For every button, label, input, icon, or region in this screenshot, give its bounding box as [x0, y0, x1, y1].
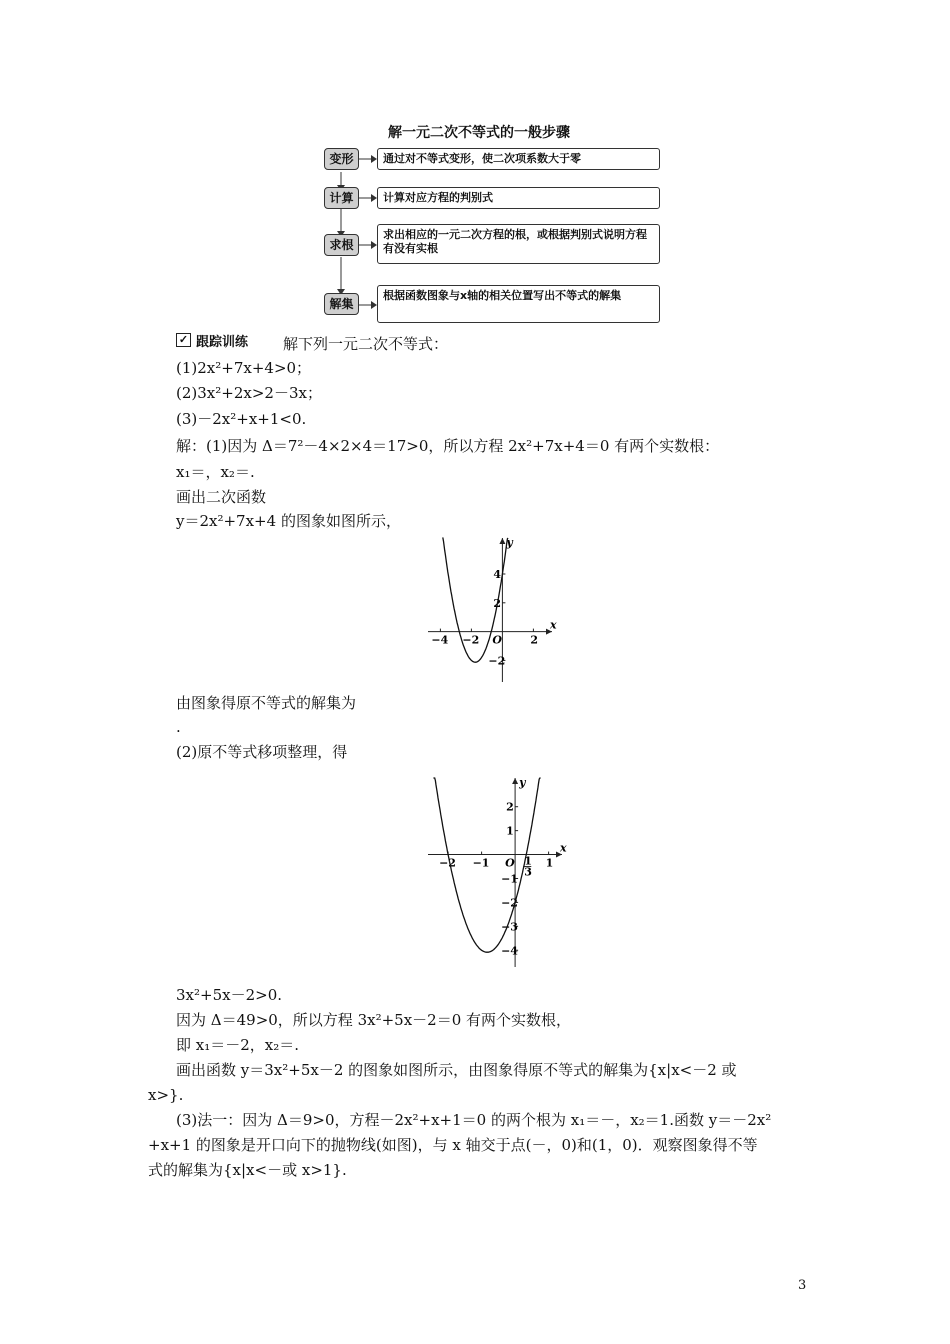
y-tick-label: 2 [493, 596, 502, 610]
origin-label: O [505, 856, 515, 870]
solution-line-4: y＝2x²+7x+4 的图象如图所示， [176, 512, 401, 530]
practice-heading: 跟踪训练 [196, 335, 249, 350]
solution-line-2: x₁＝，x₂＝. [176, 463, 255, 481]
parabola-graph-1 [420, 530, 560, 690]
problem-2: (2)3x²+2x>2－3x； [176, 384, 322, 402]
y-axis-arrow [499, 538, 505, 544]
step-text-transform: 通过对不等式变形，使二次项系数大于零 [377, 148, 660, 170]
step-text-solution: 根据函数图象与x轴的相关位置写出不等式的解集 [377, 285, 660, 323]
y-tick-label: 4 [493, 568, 502, 581]
step-label-transform: 变形 [324, 148, 359, 170]
y-tick-label: −1 [501, 872, 518, 886]
solution-line-13: (3)法一：因为 Δ＝9>0，方程－2x²+x+1＝0 的两个根为 x₁＝－，x₂＝1.函数 y＝－2x² [176, 1111, 772, 1129]
step-label-solution: 解集 [324, 293, 359, 315]
solution-line-8: 3x²+5x－2>0. [176, 986, 283, 1004]
solution-line-9: 因为 Δ＝49>0，所以方程 3x²+5x－2＝0 有两个实数根， [176, 1011, 572, 1029]
y-axis-label: y [506, 536, 513, 549]
origin-label: O [492, 633, 502, 647]
x-tick-label: −2 [439, 856, 456, 870]
practice-prompt: 解下列一元二次不等式： [283, 335, 449, 353]
step-label-compute: 计算 [324, 187, 359, 209]
solution-line-14: +x+1 的图象是开口向下的抛物线(如图)，与 x 轴交于点(－，0)和(1，0)．观察图象得不等 [148, 1136, 758, 1154]
solution-line-6: . [176, 718, 181, 736]
x-tick-label: −4 [431, 633, 449, 647]
y-tick-label: −4 [501, 944, 518, 958]
solution-line-12: x>}. [148, 1086, 184, 1104]
y-tick-label: 2 [506, 800, 514, 814]
y-axis-label: y [519, 776, 526, 789]
solution-line-3: 画出二次函数 [176, 488, 267, 506]
y-tick-label: −2 [488, 654, 506, 668]
solution-line-5: 由图象得原不等式的解集为 [176, 694, 357, 712]
solution-line-15: 式的解集为{x|x<－或 x>1}. [148, 1161, 347, 1179]
problem-3: (3)－2x²+x+1<0. [176, 410, 307, 428]
y-axis-arrow [512, 778, 518, 784]
step-label-roots: 求根 [324, 234, 359, 256]
y-tick-label: 1 [506, 824, 514, 838]
x-tick-fraction-den: 3 [524, 865, 532, 879]
solution-line-1: 解：(1)因为 Δ＝7²－4×2×4＝17>0，所以方程 2x²+7x+4＝0 有两个实数根： [176, 437, 720, 455]
solution-line-7: (2)原不等式移项整理，得 [176, 743, 348, 761]
solution-line-10: 即 x₁＝－2，x₂＝. [176, 1036, 300, 1054]
x-tick-label: −1 [472, 856, 490, 870]
y-tick-label: −3 [501, 920, 518, 934]
x-tick-label: −2 [462, 633, 480, 647]
problem-1: (1)2x²+7x+4>0； [176, 359, 312, 377]
step-text-roots: 求出相应的一元二次方程的根，或根据判别式说明方程有没有实根 [377, 224, 660, 264]
solution-line-11: 画出函数 y＝3x²+5x－2 的图象如图所示，由图象得原不等式的解集为{x|x<－2 或 [176, 1061, 737, 1079]
x-axis-label: x [560, 841, 567, 855]
x-tick-label: 1 [545, 856, 554, 870]
page-number: 3 [798, 1278, 807, 1293]
y-tick-label: −2 [501, 896, 518, 910]
x-axis-label: x [550, 618, 557, 632]
step-text-compute: 计算对应方程的判别式 [377, 187, 660, 209]
check-icon: ✓ [176, 333, 191, 347]
x-tick-fraction-num: 1 [524, 854, 532, 868]
parabola-graph-2 [420, 770, 570, 975]
flowchart-title: 解一元二次不等式的一般步骤 [388, 125, 570, 141]
x-tick-label: 2 [530, 633, 539, 647]
